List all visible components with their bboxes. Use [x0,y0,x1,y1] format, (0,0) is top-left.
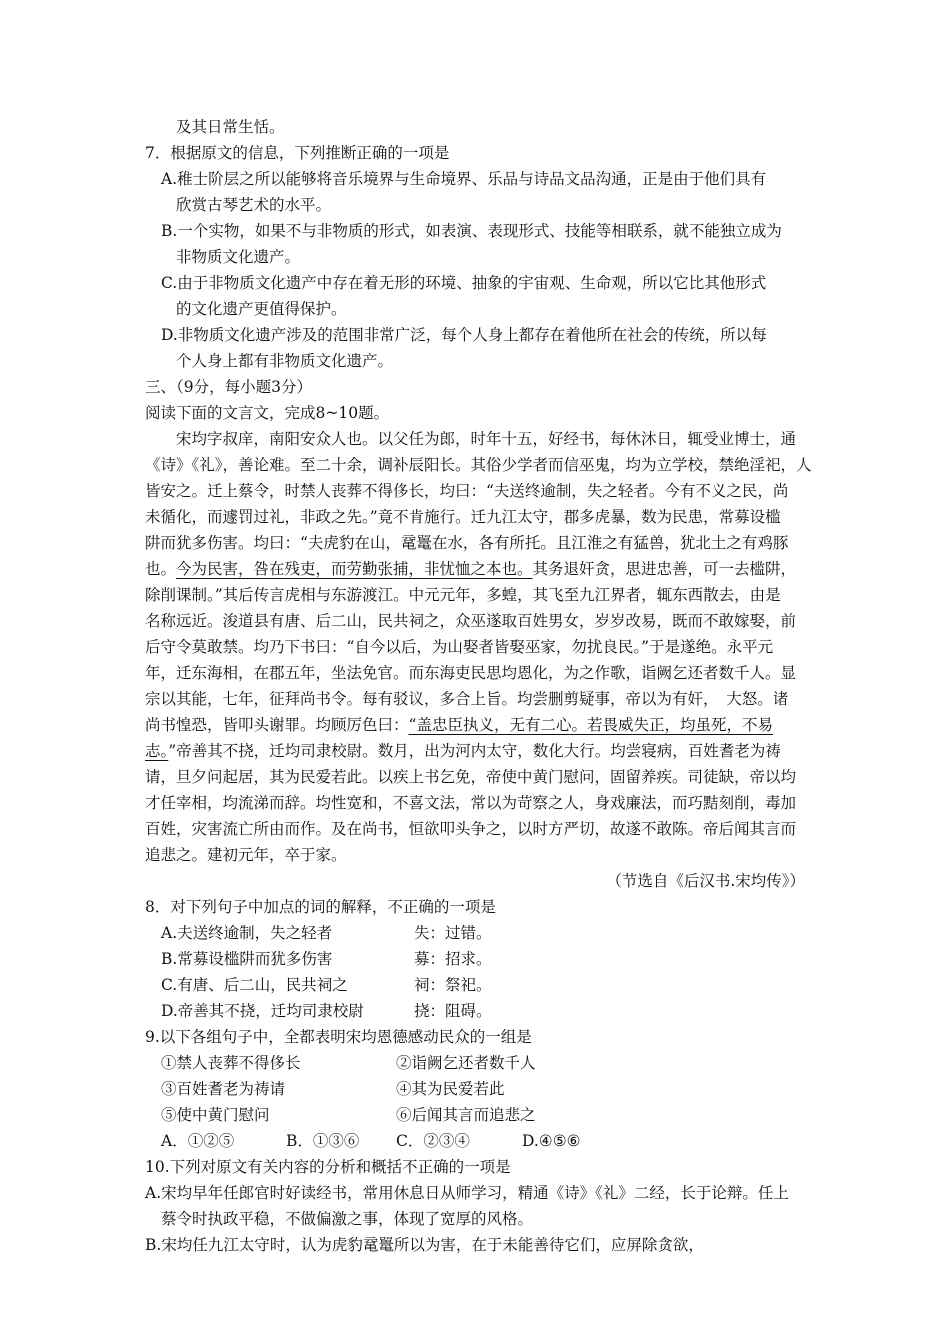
q10-option-a-cont: 蔡令时执政平稳，不做偏激之事，体现了宽厚的风格。 [161,1210,534,1228]
q7-option-a: A.稚士阶层之所以能够将音乐境界与生命境界、乐品与诗品文品沟通，正是由于他们具有 [161,170,767,188]
q7-option-c-cont: 的文化遗产更值得保护。 [176,300,347,318]
q9-choice-b: B．①③⑥ [286,1132,360,1150]
q8-option-c-explanation: 祠：祭祀。 [414,976,492,994]
passage-source: （节选自《后汉书.宋均传》） [606,872,805,890]
passage-line: 才任宰相，均流涕而辞。均性宽和，不喜文法，常以为苛察之人，身戏廉法，而巧黠刻削，毒加 [145,794,797,812]
passage-line: 追悲之。建初元年，卒于家。 [145,846,347,864]
q7-stem: 7．根据原文的信息，下列推断正确的一项是 [145,144,450,162]
passage-line: 《诗》《礼》，善论难。至二十余，调补辰阳长。其俗少学者而信巫鬼，均为立学校，禁绝淫祀，人 [145,456,812,474]
section3-instruction: 阅读下面的文言文，完成8~10题。 [145,404,390,422]
passage-line: 未循化，而遽罚过礼，非政之先。”竟不肯施行。迁九江太守，郡多虎暴，数为民患，常募设槛 [145,508,781,526]
q9-item: ④其为民爱若此 [396,1080,505,1098]
passage-text: ”帝善其不挠，迁均司隶校尉。数月，出为河内太守，数化大行。均尝寝病，百姓耆老为祷 [168,742,781,760]
passage-text: 尚书惶恐，皆叩头谢罪。均顾厉色曰： [145,716,409,734]
passage-line: 除削课制。”其后传言虎相与东游渡江。中元元年，多蝗，其飞至九江界者，辄东西散去，由是 [145,586,781,604]
passage-line: 年，迁东海相，在郡五年，坐法免官。而东海吏民思均恩化，为之作歌，诣阙乞还者数千人。显 [145,664,797,682]
underlined-sentence: 志。 [145,742,169,760]
q9-choice-a: A．①②⑤ [161,1132,235,1150]
q6-tail-line: 及其日常生恬。 [176,118,285,136]
q10-option-a: A.宋均早年任郎官时好读经书，常用休息日从师学习，精通《诗》《礼》二经，长于论辩。任上 [145,1184,789,1202]
passage-line: 请，旦夕问起居，其为民爱若此。以疾上书乞免，帝使中黄门慰问，固留养疾。司徒缺，帝以均 [145,768,797,786]
q9-item: ⑥后闻其言而追悲之 [396,1106,536,1124]
underlined-sentence: 今为民害，咎在残吏，而劳勤张捕，非忧恤之本也。 [176,560,533,578]
passage-line [145,556,796,582]
passage-line: 皆安之。迁上蔡令，时禁人丧葬不得侈长，均曰：“夫送终逾制，失之轻者。今有不义之民，尚 [145,482,789,500]
passage-line: 名称远近。浚道县有唐、后二山，民共祠之，众巫遂取百姓男女，岁岁改易，既而不敢嫁娶，前 [145,612,797,630]
passage-line: 宗以其能，七年，征拜尚书令。每有驳议，多合上旨。均尝删剪疑事，帝以为有奸， 大怒。诸 [145,690,789,708]
q9-choice-c: C．②③④ [396,1132,470,1150]
q7-option-b: B.一个实物，如果不与非物质的形式，如表演、表现形式、技能等相联系，就不能独立成为 [161,222,782,240]
q9-item: ⑤使中黄门慰问 [161,1106,270,1124]
q8-option-a-explanation: 失：过错。 [414,924,492,942]
q7-option-d-cont: 个人身上都有非物质文化遗产。 [176,352,394,370]
q9-item: ③百姓耆老为祷请 [161,1080,286,1098]
passage-line: 百姓，灾害流亡所由而作。及在尚书，恒欲叩头争之，以时方严切，故遂不敢陈。帝后闻其言而 [145,820,797,838]
q8-option-a: A.夫送终逾制，失之轻者 [161,924,333,942]
q8-option-d-explanation: 挠：阻碍。 [414,1002,492,1020]
q9-stem: 9.以下各组句子中，全都表明宋均恩德感动民众的一组是 [145,1028,532,1046]
q8-stem: 8．对下列句子中加点的词的解释，不正确的一项是 [145,898,496,916]
q7-option-a-cont: 欣赏古琴艺术的水平。 [176,196,332,214]
passage-line: 阱而犹多伤害。均曰：“夫虎豹在山，鼋鼍在水，各有所托。且江淮之有猛兽，犹北土之有鸡豚 [145,534,789,552]
q7-option-b-cont: 非物质文化遗产。 [176,248,301,266]
passage-line [145,712,773,738]
q9-choice-d: D.④⑤⑥ [522,1132,581,1150]
q10-option-b: B.宋均任九江太守时，认为虎豹鼋鼍所以为害，在于未能善待它们，应屏除贪欲， [145,1236,704,1254]
section3-header: 三、（9分，每小题3分） [145,378,312,396]
passage-line: 宋均字叔庠，南阳安众人也。以父任为郎，时年十五，好经书，每休沐日，辄受业博士，通 [176,430,797,448]
q9-item: ②诣阙乞还者数千人 [396,1054,536,1072]
q7-option-d: D.非物质文化遗产涉及的范围非常广泛，每个人身上都存在着他所在社会的传统，所以每 [161,326,767,344]
q7-option-c: C.由于非物质文化遗产中存在着无形的环境、抽象的宇宙观、生命观，所以它比其他形式 [161,274,767,292]
passage-line [145,738,781,764]
q8-option-b: B.常募设槛阱而犹多伤害 [161,950,333,968]
passage-text: 其务退奸贪，思进忠善，可一去槛阱， [532,560,797,578]
underlined-sentence: “盖忠臣执义，无有二心。若畏威失正，均虽死，不易 [408,716,773,734]
q8-option-b-explanation: 募：招求。 [414,950,492,968]
passage-line: 后守令莫敢禁。均乃下书曰：“自今以后，为山娶者皆娶巫家，勿扰良民。”于是遂绝。永平元 [145,638,774,656]
q9-item: ①禁人丧葬不得侈长 [161,1054,301,1072]
q8-option-c: C.有唐、后二山，民共祠之 [161,976,348,994]
q10-stem: 10.下列对原文有关内容的分析和概括不正确的一项是 [145,1158,511,1176]
passage-text: 也。 [145,560,177,578]
q8-option-d: D.帝善其不挠，迁均司隶校尉 [161,1002,364,1020]
